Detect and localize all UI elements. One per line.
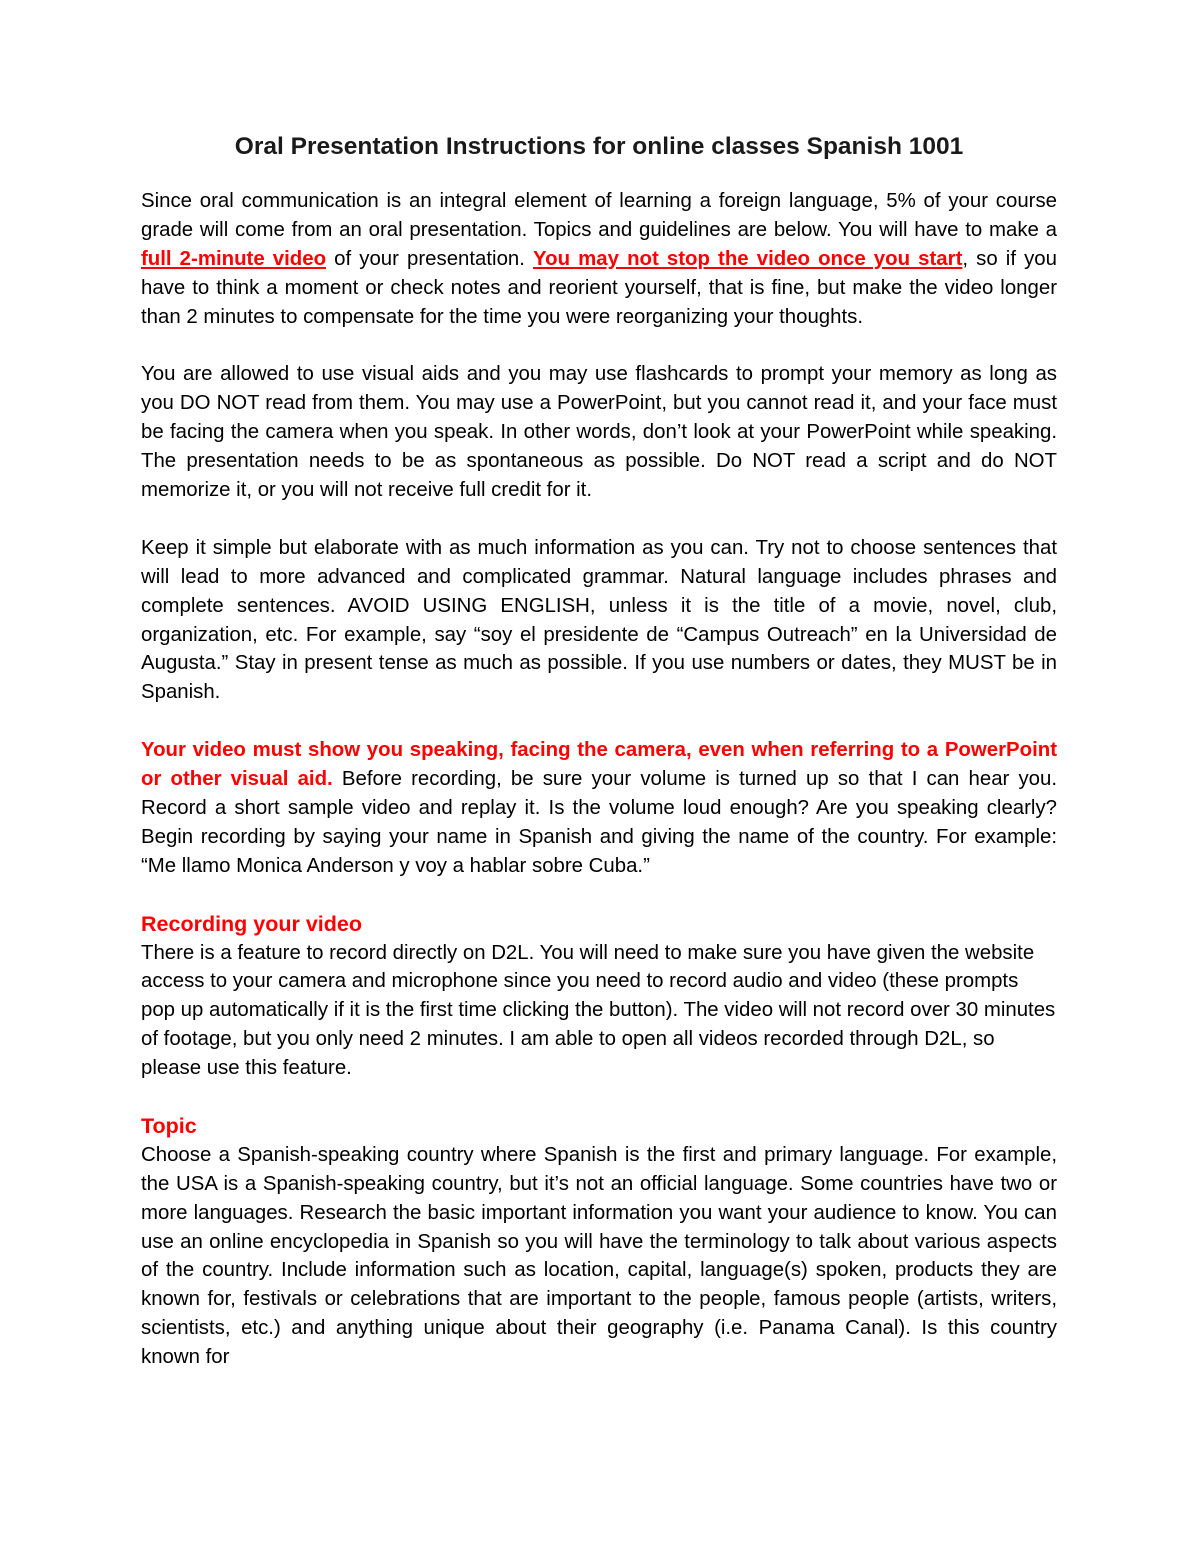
video-requirement-emphasis: Your video must show you speaking, facing the camera, even when referring to a PowerPoint or other visual aid. bbox=[141, 739, 1057, 791]
document-title: Oral Presentation Instructions for online classes Spanish 1001 bbox=[234, 133, 964, 160]
full-video-emphasis: full 2-minute video bbox=[141, 247, 327, 270]
video-requirements-paragraph bbox=[141, 736, 1057, 881]
topic-paragraph: Choose a Spanish-speaking country where Spanish is the first and primary language. For example, the USA is a Spanish-speaking country, but it’s not an official language. Some countries have two or more languages. Research the basic important information you want your audience to know. You can use an online encyclopedia in Spanish so you will have the terminology to talk about various aspects of the country. Include information such as location, capital, language(s) spoken, products they are known for, festivals or celebrations that are important to the people, famous people (artists, writers, scientists, etc.) and anything unique about their geography (i.e. Panama Canal). Is this country known for bbox=[141, 1143, 1057, 1369]
recording-paragraph: There is a feature to record directly on D2L. You will need to make sure you have given the website access to your camera and microphone since you need to record audio and video (these prompts pop up automatically if it is the first time clicking the button). The video will not record over 30 minutes of footage, but you only need 2 minutes. I am able to open all videos recorded through D2L, so please use this feature. bbox=[141, 941, 1056, 1080]
visual-aids-paragraph: You are allowed to use visual aids and you may use flashcards to prompt your memory as long as you DO NOT read from them. You may use a PowerPoint, but you cannot read it, and your face must be facing the camera when you speak. In other words, don’t look at your PowerPoint while speaking. The presentation needs to be as spontaneous as possible. Do NOT read a script and do NOT memorize it, or you will not receive full credit for it. bbox=[141, 363, 1057, 502]
intro-paragraph bbox=[141, 187, 1057, 332]
topic-heading: Topic bbox=[141, 1113, 197, 1138]
keep-simple-paragraph: Keep it simple but elaborate with as much information as you can. Try not to choose sentences that will lead to more advanced and complicated grammar. Natural language includes phrases and complete sentences. AVOID USING ENGLISH, unless it is the title of a movie, novel, club, organization, etc. For example, say “soy el presidente de “Campus Outreach” en la Universidad de Augusta.” Stay in present tense as much as possible. If you use numbers or dates, they MUST be in Spanish. bbox=[141, 536, 1057, 704]
intro-text-3: , so if you have to think a moment or check notes and reorient yourself, that is fine, but make the video longer than 2 minutes to compensate for the time you were reorganizing your thoughts. bbox=[141, 247, 1057, 328]
video-requirements-text: Before recording, be sure your volume is turned up so that I can hear you. Record a short sample video and replay it. Is the volume loud enough? Are you speaking clearly? Begin recording by saying your name in Spanish and giving the name of the country. For example: “Me llamo Monica Anderson y voy a hablar sobre Cuba.” bbox=[141, 768, 1058, 877]
no-stop-emphasis: You may not stop the video once you start bbox=[533, 247, 963, 270]
intro-text: Since oral communication is an integral element of learning a foreign language, 5% of your course grade will come from an oral presentation. Topics and guidelines are below. You will have to make a bbox=[141, 190, 1057, 241]
intro-text-2: of your presentation. bbox=[326, 247, 534, 270]
recording-heading: Recording your video bbox=[141, 911, 363, 936]
